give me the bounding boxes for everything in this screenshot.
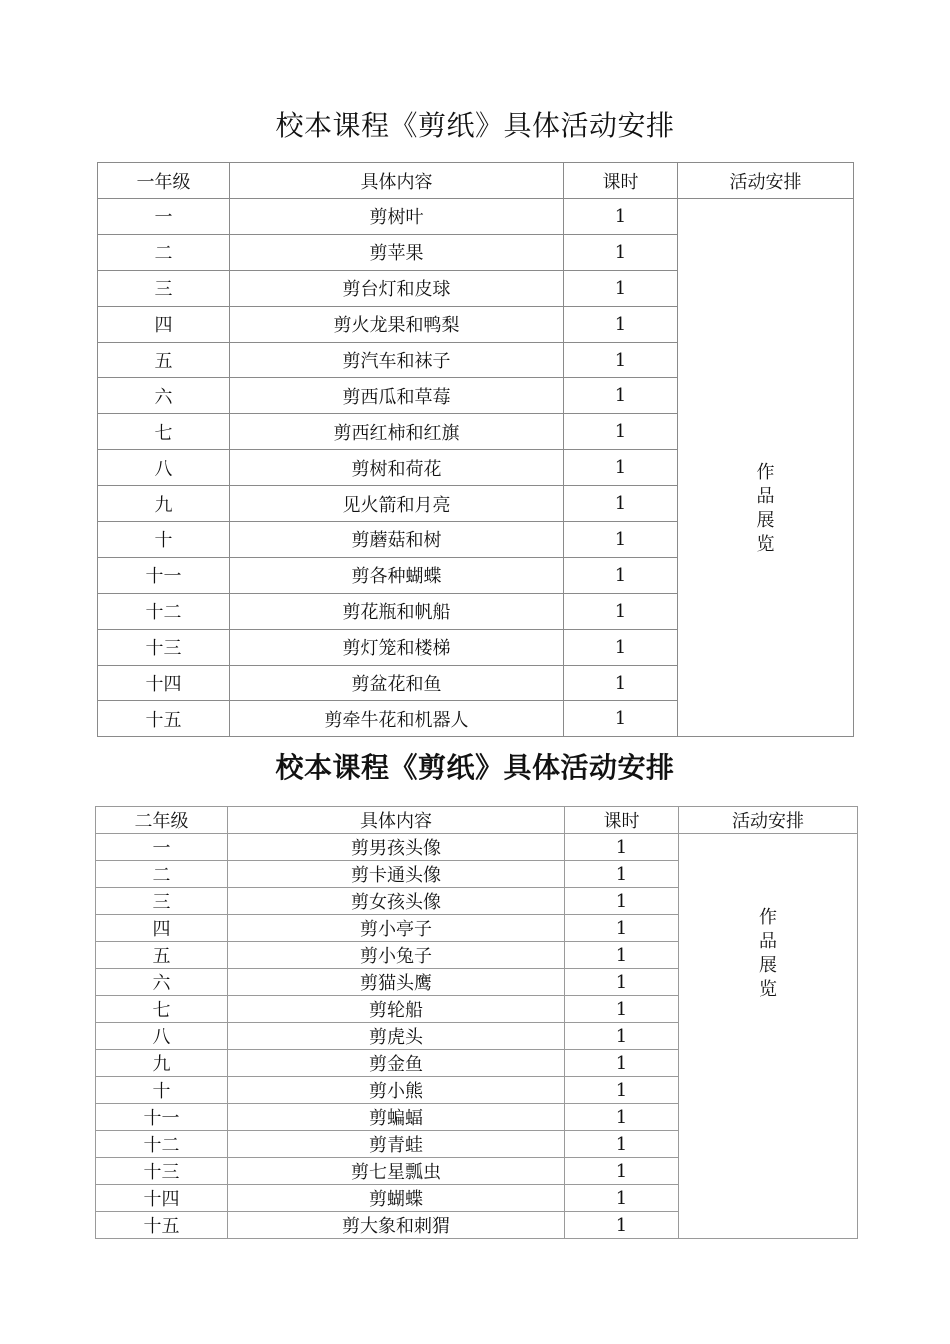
lesson-hours-cell: 1 <box>564 557 678 593</box>
lesson-number-cell: 三 <box>98 270 230 306</box>
lesson-hours-cell: 1 <box>565 834 679 861</box>
lesson-number-cell: 十 <box>96 1077 228 1104</box>
activity-header: 活动安排 <box>678 163 854 199</box>
lesson-content-cell: 剪猫头鹰 <box>228 969 565 996</box>
hours-header: 课时 <box>564 163 678 199</box>
lesson-number-cell: 四 <box>98 306 230 342</box>
lesson-content-cell: 剪小兔子 <box>228 942 565 969</box>
lesson-number-cell: 二 <box>98 234 230 270</box>
lesson-number-cell: 十二 <box>96 1131 228 1158</box>
activity-char: 览 <box>756 534 775 555</box>
lesson-hours-cell: 1 <box>565 1158 679 1185</box>
lesson-content-cell: 剪蝙蝠 <box>228 1104 565 1131</box>
lesson-content-cell: 见火箭和月亮 <box>230 486 564 522</box>
lesson-content-cell: 剪女孩头像 <box>228 888 565 915</box>
activity-header: 活动安排 <box>679 807 858 834</box>
lesson-content-cell: 剪汽车和袜子 <box>230 342 564 378</box>
lesson-content-cell: 剪牵牛花和机器人 <box>230 701 564 737</box>
lesson-hours-cell: 1 <box>564 270 678 306</box>
lesson-content-cell: 剪金鱼 <box>228 1050 565 1077</box>
lesson-hours-cell: 1 <box>565 1104 679 1131</box>
header-row <box>98 163 854 199</box>
content-header: 具体内容 <box>230 163 564 199</box>
activity-cell <box>678 199 854 737</box>
section2-title: 校本课程《剪纸》具体活动安排 <box>275 751 675 784</box>
table-row <box>96 834 858 861</box>
lesson-content-cell: 剪各种蝴蝶 <box>230 557 564 593</box>
lesson-hours-cell: 1 <box>565 1050 679 1077</box>
lesson-number-cell: 四 <box>96 915 228 942</box>
lesson-number-cell: 十一 <box>98 557 230 593</box>
lesson-hours-cell: 1 <box>564 414 678 450</box>
lesson-number-cell: 十 <box>98 522 230 558</box>
lesson-hours-cell: 1 <box>564 629 678 665</box>
activity-char: 展 <box>759 955 777 976</box>
grade-header: 二年级 <box>96 807 228 834</box>
lesson-number-cell: 三 <box>96 888 228 915</box>
lesson-hours-cell: 1 <box>565 861 679 888</box>
table-row <box>98 199 854 235</box>
lesson-hours-cell: 1 <box>565 1131 679 1158</box>
lesson-content-cell: 剪大象和刺猬 <box>228 1212 565 1239</box>
lesson-number-cell: 一 <box>96 834 228 861</box>
activity-char: 作 <box>759 907 777 928</box>
lesson-number-cell: 二 <box>96 861 228 888</box>
lesson-hours-cell: 1 <box>564 234 678 270</box>
activity-char: 品 <box>759 931 777 952</box>
lesson-number-cell: 十四 <box>98 665 230 701</box>
lesson-content-cell: 剪苹果 <box>230 234 564 270</box>
lesson-content-cell: 剪蝴蝶 <box>228 1185 565 1212</box>
lesson-number-cell: 十一 <box>96 1104 228 1131</box>
grade-header: 一年级 <box>98 163 230 199</box>
activity-char: 作 <box>756 462 775 483</box>
lesson-number-cell: 六 <box>96 969 228 996</box>
lesson-content-cell: 剪灯笼和楼梯 <box>230 629 564 665</box>
lesson-number-cell: 八 <box>98 450 230 486</box>
lesson-number-cell: 七 <box>96 996 228 1023</box>
lesson-number-cell: 十五 <box>98 701 230 737</box>
lesson-number-cell: 十二 <box>98 593 230 629</box>
lesson-hours-cell: 1 <box>564 450 678 486</box>
lesson-number-cell: 五 <box>96 942 228 969</box>
lesson-hours-cell: 1 <box>564 342 678 378</box>
lesson-hours-cell: 1 <box>565 888 679 915</box>
grade1-schedule-table <box>97 162 854 737</box>
lesson-hours-cell: 1 <box>564 593 678 629</box>
lesson-hours-cell: 1 <box>565 1185 679 1212</box>
lesson-hours-cell: 1 <box>564 701 678 737</box>
activity-char: 览 <box>759 979 777 1000</box>
lesson-content-cell: 剪树和荷花 <box>230 450 564 486</box>
lesson-number-cell: 九 <box>96 1050 228 1077</box>
activity-vertical-text <box>679 906 857 1002</box>
lesson-content-cell: 剪虎头 <box>228 1023 565 1050</box>
lesson-hours-cell: 1 <box>565 969 679 996</box>
lesson-hours-cell: 1 <box>565 942 679 969</box>
lesson-content-cell: 剪花瓶和帆船 <box>230 593 564 629</box>
header-row <box>96 807 858 834</box>
lesson-content-cell: 剪西红柿和红旗 <box>230 414 564 450</box>
lesson-content-cell: 剪蘑菇和树 <box>230 522 564 558</box>
grade2-schedule-table <box>95 806 858 1239</box>
activity-cell <box>679 834 858 1239</box>
lesson-hours-cell: 1 <box>565 1212 679 1239</box>
lesson-content-cell: 剪火龙果和鸭梨 <box>230 306 564 342</box>
lesson-number-cell: 十三 <box>96 1158 228 1185</box>
lesson-number-cell: 十四 <box>96 1185 228 1212</box>
lesson-hours-cell: 1 <box>565 1023 679 1050</box>
lesson-content-cell: 剪树叶 <box>230 199 564 235</box>
lesson-hours-cell: 1 <box>564 378 678 414</box>
lesson-hours-cell: 1 <box>564 522 678 558</box>
lesson-hours-cell: 1 <box>565 1077 679 1104</box>
lesson-hours-cell: 1 <box>564 199 678 235</box>
lesson-content-cell: 剪台灯和皮球 <box>230 270 564 306</box>
lesson-hours-cell: 1 <box>564 306 678 342</box>
lesson-number-cell: 一 <box>98 199 230 235</box>
lesson-content-cell: 剪西瓜和草莓 <box>230 378 564 414</box>
lesson-content-cell: 剪小熊 <box>228 1077 565 1104</box>
lesson-number-cell: 七 <box>98 414 230 450</box>
lesson-content-cell: 剪盆花和鱼 <box>230 665 564 701</box>
lesson-content-cell: 剪小亭子 <box>228 915 565 942</box>
lesson-content-cell: 剪青蛙 <box>228 1131 565 1158</box>
lesson-number-cell: 六 <box>98 378 230 414</box>
lesson-number-cell: 十五 <box>96 1212 228 1239</box>
lesson-number-cell: 五 <box>98 342 230 378</box>
section1-title: 校本课程《剪纸》具体活动安排 <box>275 109 675 142</box>
lesson-number-cell: 十三 <box>98 629 230 665</box>
activity-char: 展 <box>756 510 775 531</box>
lesson-hours-cell: 1 <box>565 996 679 1023</box>
lesson-number-cell: 八 <box>96 1023 228 1050</box>
activity-char: 品 <box>756 486 775 507</box>
hours-header: 课时 <box>565 807 679 834</box>
lesson-number-cell: 九 <box>98 486 230 522</box>
lesson-content-cell: 剪轮船 <box>228 996 565 1023</box>
content-header: 具体内容 <box>228 807 565 834</box>
lesson-content-cell: 剪男孩头像 <box>228 834 565 861</box>
lesson-content-cell: 剪卡通头像 <box>228 861 565 888</box>
lesson-hours-cell: 1 <box>564 486 678 522</box>
lesson-hours-cell: 1 <box>564 665 678 701</box>
lesson-content-cell: 剪七星瓢虫 <box>228 1158 565 1185</box>
lesson-hours-cell: 1 <box>565 915 679 942</box>
activity-vertical-text <box>678 461 853 557</box>
